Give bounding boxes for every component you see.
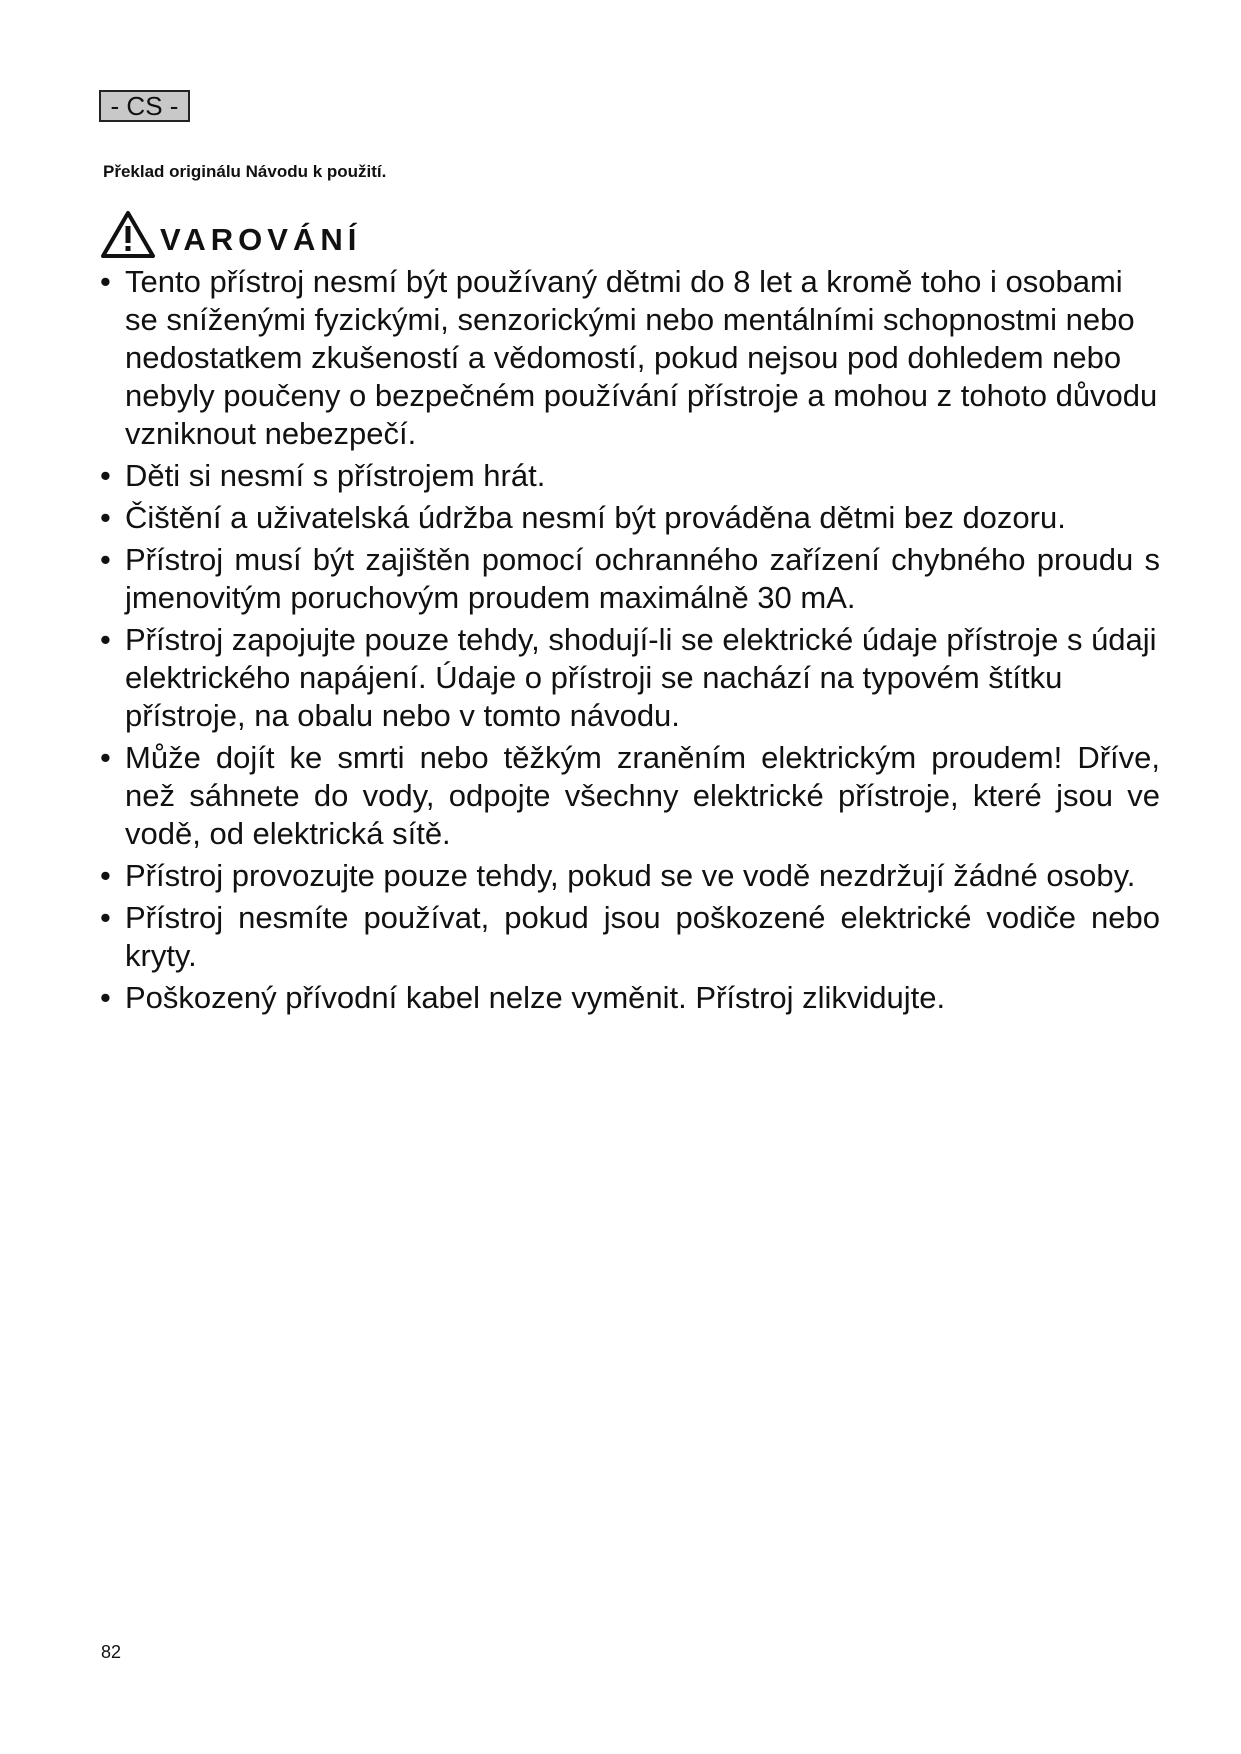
warning-item: • Může dojít ke smrti nebo těžkým zraněním elektrickým proudem! Dříve, než sáhnete do vody, odpojte všechny elektrické přístroje, které jsou ve vodě, od elektrická sítě. bbox=[100, 739, 1160, 853]
warning-heading bbox=[100, 203, 361, 259]
warning-item: • Přístroj musí být zajištěn pomocí ochranného zařízení chybného proudu s jmenovitým poruchovým proudem maximálně 30 mA. bbox=[100, 541, 1160, 617]
warning-item: • Čištění a uživatelská údržba nesmí být prováděna dětmi bez dozoru. bbox=[100, 499, 1160, 537]
warning-item: • Tento přístroj nesmí být používaný dětmi do 8 let a kromě toho i osobami se sníženými fyzickými, senzorickými nebo mentálními schopnostmi nebo nedostatkem zkušeností a vědomostí, pokud nejsou pod dohledem nebo nebyly poučeny o bezpečném používání přístroje a mohou z tohoto důvodu vzniknout nebezpečí. bbox=[100, 263, 1160, 453]
language-tag: - CS - bbox=[99, 90, 190, 122]
warning-item: • Poškozený přívodní kabel nelze vyměnit. Přístroj zlikvidujte. bbox=[100, 979, 1160, 1017]
document-subtitle: Překlad originálu Návodu k použití. bbox=[103, 162, 387, 181]
page-number: 82 bbox=[101, 1642, 122, 1662]
warning-title: VAROVÁNÍ bbox=[160, 222, 362, 257]
warning-triangle-icon bbox=[100, 209, 156, 259]
warning-item: • Přístroj provozujte pouze tehdy, pokud se ve vodě nezdržují žádné osoby. bbox=[100, 857, 1160, 895]
warning-item: • Přístroj zapojujte pouze tehdy, shodují-li se elektrické údaje přístroje s údaji elektrického napájení. Údaje o přístroji se nachází na typovém štítku přístroje, na obalu nebo v tomto návodu. bbox=[100, 621, 1160, 735]
warning-list bbox=[100, 263, 1160, 1021]
warning-item: • Děti si nesmí s přístrojem hrát. bbox=[100, 457, 1160, 495]
warning-item: • Přístroj nesmíte používat, pokud jsou poškozené elektrické vodiče nebo kryty. bbox=[100, 899, 1160, 975]
